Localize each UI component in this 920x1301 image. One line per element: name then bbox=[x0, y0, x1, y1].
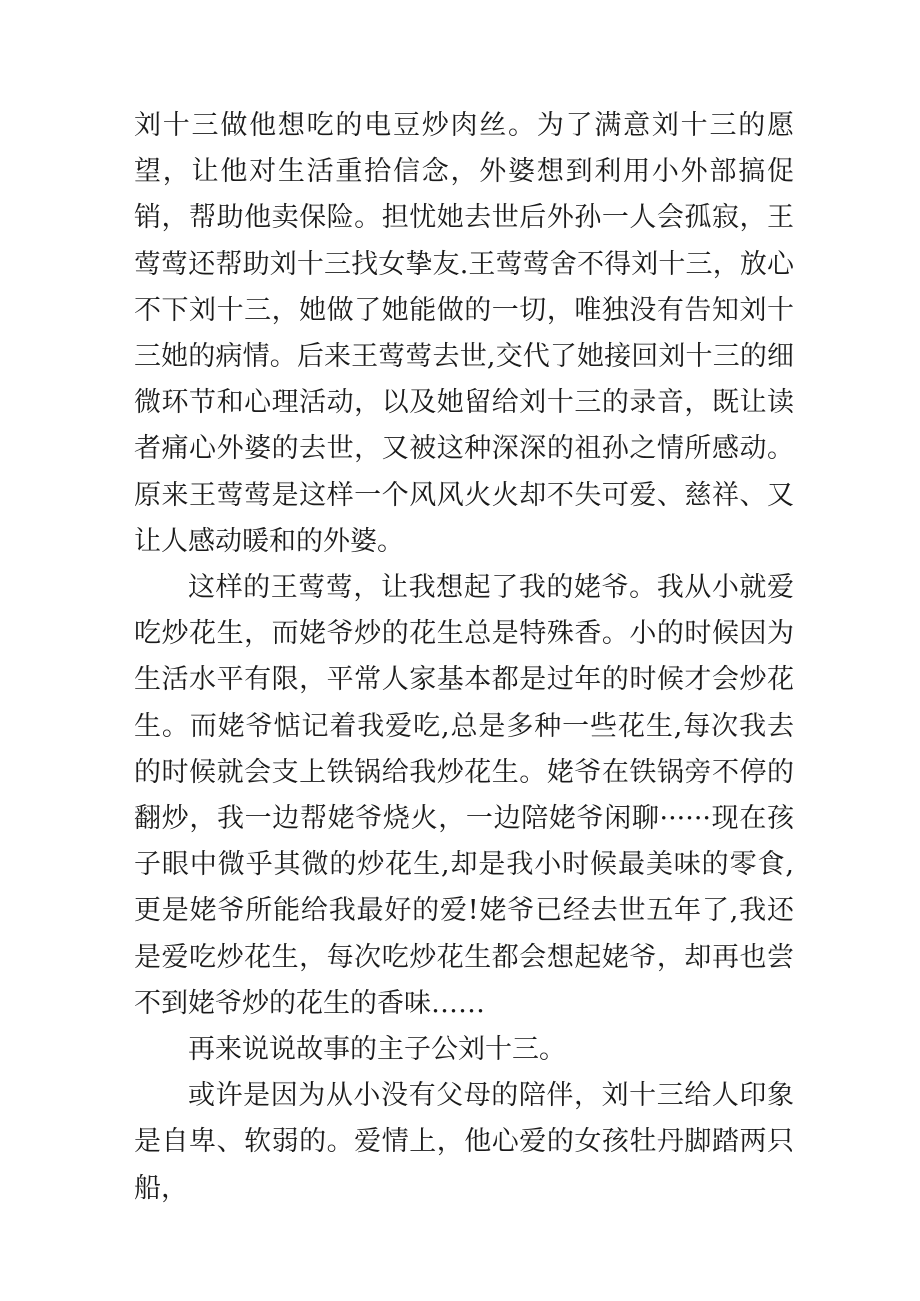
body-text bbox=[134, 103, 794, 1212]
paragraph-2: 这样的王莺莺，让我想起了我的姥爷。我从小就爱吃炒花生，而姥爷炒的花生总是特殊香。小的时候因为生活水平有限，平常人家基本都是过年的时候才会炒花生。而姥爷惦记着我爱吃,总是多种一些花生,每次我去的时候就会支上铁锅给我炒花生。姥爷在铁锅旁不停的翻炒，我一边帮姥爷烧火，一边陪姥爷闲聊······现在孩子眼中微乎其微的炒花生,却是我小时候最美味的零食,更是姥爷所能给我最好的爱!姥爷已经去世五年了,我还是爱吃炒花生，每次吃炒花生都会想起姥爷，却再也尝不到姥爷炒的花生的香味…… bbox=[134, 572, 794, 1019]
paragraph-1: 刘十三做他想吃的电豆炒肉丝。为了满意刘十三的愿望，让他对生活重拾信念，外婆想到利用小外部搞促销，帮助他卖保险。担忧她去世后外孙一人会孤寂，王莺莺还帮助刘十三找女挚友.王莺莺舍不得刘十三，放心不下刘十三，她做了她能做的一切，唯独没有告知刘十三她的病情。后来王莺莺去世,交代了她接回刘十三的细微环节和心理活动，以及她留给刘十三的录音，既让读者痛心外婆的去世，又被这种深深的祖孙之情所感动。原来王莺莺是这样一个风风火火却不失可爱、慈祥、又让人感动暖和的外婆。 bbox=[134, 110, 794, 557]
paragraph-3: 再来说说故事的主子公刘十三。 bbox=[188, 1034, 566, 1066]
paragraph-4: 或许是因为从小没有父母的陪伴，刘十三给人印象是自卑、软弱的。爱情上，他心爱的女孩牡丹脚踏两只船， bbox=[134, 1080, 794, 1204]
